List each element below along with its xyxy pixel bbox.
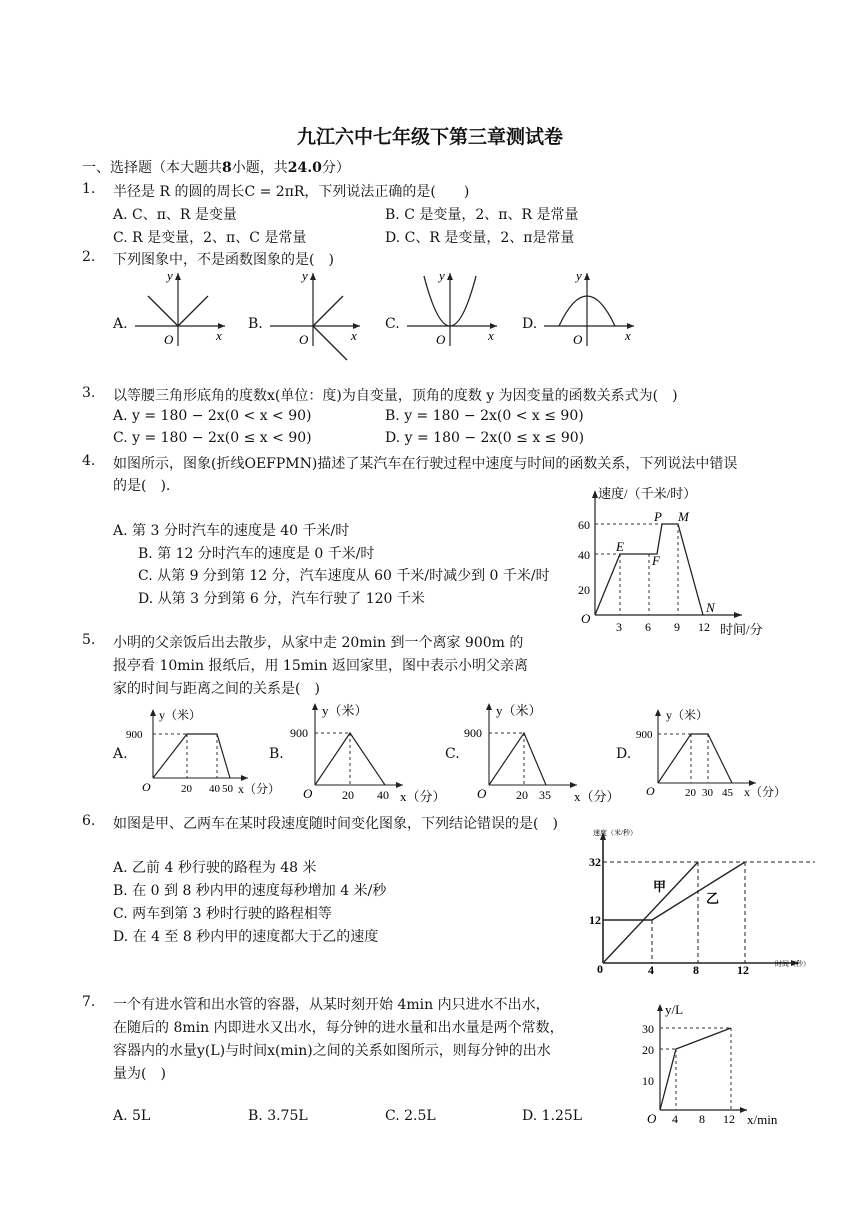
q5-number: 5. (82, 632, 96, 648)
q5c-ytick: 900 (464, 726, 482, 740)
q2a-x-label: x (216, 328, 222, 343)
q2a-origin-label: O (164, 332, 174, 347)
section-heading-post: 分） (321, 160, 350, 176)
q5-stem-line2: 报亭看 10min 报纸后，用 15min 返回家里，图中表示小明父亲离 (113, 658, 528, 674)
q5-graph-c (462, 697, 622, 807)
q7-ytick-10: 10 (642, 1074, 654, 1088)
q7-xtick-4: 4 (672, 1112, 678, 1126)
q4-point-n: N (706, 600, 715, 615)
q2-option-c[interactable]: C. (385, 316, 400, 332)
q7-stem-line3: 容器内的水量y(L)与时间x(min)之间的关系如图所示，则每分钟的出水 (113, 1043, 551, 1059)
q3-stem: 以等腰三角形底角的度数x(单位：度)为自变量，顶角的度数 y 为因变量的函数关系式为( ) (113, 388, 678, 404)
q7-water-graph (635, 998, 785, 1128)
q5a-ytick: 900 (126, 729, 143, 741)
q6-ytick-12: 12 (589, 913, 601, 927)
q4-ytick-60: 60 (578, 518, 590, 532)
q5a-xtick-40: 40 (209, 783, 220, 795)
q7-xtick-8: 8 (699, 1112, 705, 1126)
q1-option-c[interactable]: C. R 是变量，2、π、C 是常量 (113, 230, 307, 246)
q2-graph-c (402, 268, 502, 348)
q6-series-jia: 甲 (653, 879, 667, 894)
q5a-x-label: x（分） (238, 782, 281, 796)
total-score: 24.0 (287, 160, 322, 176)
q4-point-f: F (652, 553, 660, 568)
q6-xtick-8: 8 (693, 963, 699, 977)
q5d-xtick-45: 45 (722, 787, 733, 799)
q7-ytick-30: 30 (642, 1022, 654, 1036)
q7-stem-line2: 在随后的 8min 内即进水又出水，每分钟的进水量和出水量是两个常数， (113, 1020, 564, 1036)
q5-stem-line3: 家的时间与距离之间的关系是( ) (113, 681, 320, 697)
q4-xtick-3: 3 (616, 620, 622, 634)
q2-graph-b (265, 268, 365, 348)
q4-y-axis-label: 速度/（千米/时） (598, 486, 697, 501)
q3-option-d[interactable]: D. y = 180 − 2x(0 ≤ x ≤ 90) (385, 430, 585, 446)
q6-x-axis-label: 时间（秒） (775, 960, 810, 968)
q4-xtick-9: 9 (674, 620, 680, 634)
q2d-origin-label: O (573, 332, 583, 347)
q5d-origin: O (646, 784, 655, 798)
q2d-x-label: x (625, 328, 631, 343)
q4-stem-line1: 如图所示，图象(折线OEFPMN)描述了某汽车在行驶过程中速度与时间的函数关系，下列说法中错误 (113, 456, 738, 472)
q4-option-d[interactable]: D. 从第 3 分到第 6 分，汽车行驶了 120 千米 (138, 591, 425, 607)
q5d-xtick-20: 20 (685, 787, 696, 799)
q6-number: 6. (82, 813, 96, 829)
q2c-y-label: y (439, 268, 445, 283)
q5c-xtick-35: 35 (539, 788, 551, 802)
q5c-y-label: y（米） (496, 703, 542, 718)
q2-stem: 下列图象中，不是函数图象的是( ) (113, 252, 334, 268)
q1-number: 1. (82, 181, 96, 197)
q1-stem: 半径是 R 的圆的周长C = 2πR，下列说法正确的是( ) (113, 184, 470, 200)
q4-point-p: P (654, 509, 662, 524)
q2a-y-label: y (167, 268, 173, 283)
q6-speed-graph (585, 826, 825, 977)
q6-ytick-32: 32 (589, 855, 601, 869)
q4-speed-graph (570, 484, 780, 640)
q7-ytick-20: 20 (642, 1043, 654, 1057)
q4-xtick-12: 12 (698, 620, 710, 634)
q2b-origin-label: O (299, 332, 309, 347)
q6-y-axis-label: 速度（米/秒） (593, 829, 637, 837)
q6-option-b[interactable]: B. 在 0 到 8 秒内甲的速度每秒增加 4 米/秒 (113, 883, 387, 899)
q7-y-axis-label: y/L (665, 1002, 684, 1017)
q2-graph-a (130, 268, 230, 348)
q2b-y-label: y (302, 268, 308, 283)
q6-xtick-4: 4 (648, 963, 654, 977)
q2-graph-d (539, 268, 639, 348)
q2-option-a[interactable]: A. (113, 316, 128, 332)
q3-option-a[interactable]: A. y = 180 − 2x(0 < x < 90) (113, 408, 312, 424)
q4-option-c[interactable]: C. 从第 9 分到第 12 分，汽车速度从 60 千米/时减少到 0 千米/时 (138, 568, 550, 584)
q7-option-b[interactable]: B. 3.75L (248, 1108, 308, 1124)
section-heading-mid: 小题，共 (231, 160, 288, 176)
q4-option-a[interactable]: A. 第 3 分时汽车的速度是 40 千米/时 (113, 523, 350, 539)
q6-series-yi: 乙 (706, 891, 720, 906)
q5d-y-label: y（米） (666, 708, 709, 722)
q4-point-e: E (616, 539, 624, 554)
q1-option-b[interactable]: B. C 是变量，2、π、R 是常量 (385, 207, 579, 223)
q5-stem-line1: 小明的父亲饭后出去散步，从家中走 20min 到一个离家 900m 的 (113, 635, 524, 651)
q4-point-m: M (678, 509, 689, 524)
q7-option-d[interactable]: D. 1.25L (522, 1108, 583, 1124)
q7-xtick-12: 12 (723, 1112, 735, 1126)
q2-option-d[interactable]: D. (522, 316, 538, 332)
q5a-y-label: y（米） (159, 708, 202, 722)
q3-option-c[interactable]: C. y = 180 − 2x(0 ≤ x < 90) (113, 430, 312, 446)
q5c-x-label: x（分） (574, 789, 620, 804)
q6-origin: 0 (597, 962, 603, 976)
q3-option-b[interactable]: B. y = 180 − 2x(0 < x ≤ 90) (385, 408, 584, 424)
q4-number: 4. (82, 453, 96, 469)
q1-option-a[interactable]: A. C、π、R 是变量 (113, 207, 237, 223)
q7-stem-line1: 一个有进水管和出水管的容器，从某时刻开始 4min 内只进水不出水， (113, 997, 550, 1013)
q5b-xtick-40: 40 (377, 788, 389, 802)
q1-option-d[interactable]: D. C、R 是变量，2、π是常量 (385, 230, 575, 246)
q5b-ytick: 900 (290, 726, 308, 740)
q4-origin: O (581, 611, 591, 626)
q2-number: 2. (82, 249, 96, 265)
q3-number: 3. (82, 385, 96, 401)
q5-option-c[interactable]: C. (445, 746, 460, 762)
q2c-x-label: x (488, 328, 494, 343)
q4-xtick-6: 6 (645, 620, 651, 634)
q5c-origin: O (477, 786, 487, 801)
q7-origin: O (647, 1111, 657, 1126)
q5-option-d[interactable]: D. (616, 746, 632, 762)
section-heading-pre: 一、选择题（本大题共 (82, 160, 222, 176)
q7-option-a[interactable]: A. 5L (113, 1108, 151, 1124)
q5-graph-d (636, 703, 786, 803)
q5-option-a[interactable]: A. (113, 746, 128, 762)
q5d-ytick: 900 (636, 729, 653, 741)
q5d-xtick-30: 30 (702, 787, 713, 799)
q4-ytick-20: 20 (578, 583, 590, 597)
q5-graph-a (126, 703, 281, 803)
q5b-origin: O (303, 786, 313, 801)
q5a-xtick-50: 50 (222, 783, 233, 795)
q4-ytick-40: 40 (578, 548, 590, 562)
q2-option-b[interactable]: B. (248, 316, 263, 332)
q6-option-d[interactable]: D. 在 4 至 8 秒内甲的速度都大于乙的速度 (113, 929, 379, 945)
q7-stem-line4: 量为( ) (113, 1066, 166, 1082)
q4-stem-line2: 的是( ). (113, 478, 171, 494)
q6-xtick-12: 12 (737, 963, 749, 977)
q6-stem: 如图是甲、乙两车在某时段速度随时间变化图象，下列结论错误的是( ) (113, 816, 558, 832)
question-count: 8 (222, 160, 232, 176)
section-heading (82, 157, 350, 177)
q7-option-c[interactable]: C. 2.5L (385, 1108, 436, 1124)
q5b-y-label: y（米） (322, 703, 368, 718)
page-title: 九江六中七年级下第三章测试卷 (296, 126, 563, 148)
q5d-x-label: x（分） (744, 785, 787, 799)
q4-option-b[interactable]: B. 第 12 分时汽车的速度是 0 千米/时 (138, 546, 375, 562)
q5b-x-label: x（分） (400, 789, 446, 804)
q5c-xtick-20: 20 (516, 788, 528, 802)
q7-x-axis-label: x/min (747, 1112, 778, 1127)
q2d-y-label: y (576, 268, 582, 283)
q5-option-b[interactable]: B. (269, 746, 284, 762)
q5b-xtick-20: 20 (342, 788, 354, 802)
q2b-x-label: x (351, 328, 357, 343)
q5-graph-b (288, 697, 448, 807)
q2c-origin-label: O (436, 332, 446, 347)
q4-x-axis-label: 时间/分 (720, 622, 763, 637)
q6-option-c[interactable]: C. 两车到第 3 秒时行驶的路程相等 (113, 906, 332, 922)
q7-number: 7. (82, 994, 96, 1010)
q5a-xtick-20: 20 (181, 783, 192, 795)
q5a-origin: O (142, 780, 151, 794)
q6-option-a[interactable]: A. 乙前 4 秒行驶的路程为 48 米 (113, 860, 317, 876)
